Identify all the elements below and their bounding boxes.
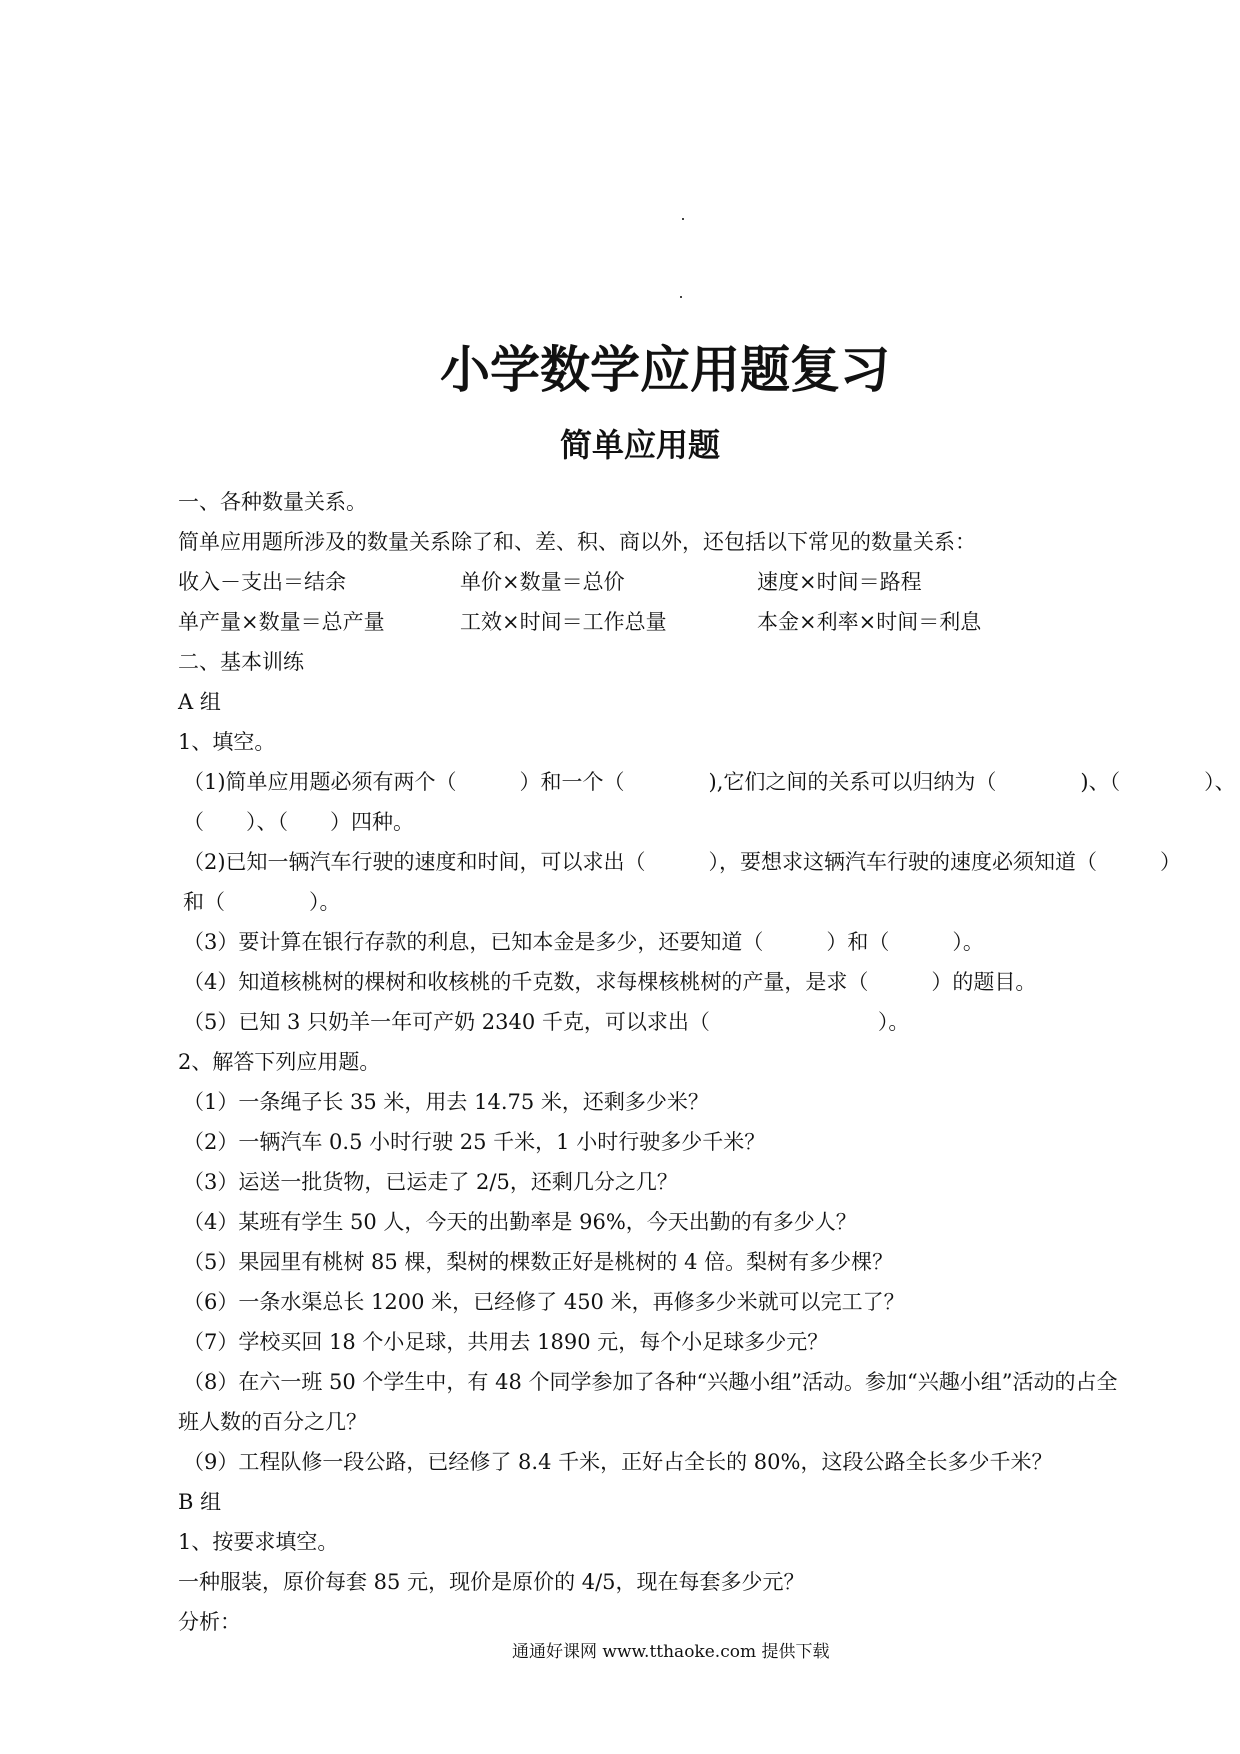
- question-line: 班人数的百分之几？: [178, 1410, 367, 1434]
- footer-credit: 通通好课网 www.tthaoke.com 提供下载: [512, 1642, 830, 1662]
- question-line: （5）果园里有桃树 85 棵，梨树的棵数正好是桃树的 4 倍。梨树有多少棵？: [183, 1250, 894, 1274]
- relation: 收入－支出＝结余: [178, 570, 346, 594]
- question-line: （3）要计算在银行存款的利息，已知本金是多少，还要知道（ ）和（ ）。: [183, 930, 984, 954]
- question-line: （7）学校买回 18 个小足球，共用去 1890 元，每个小足球多少元？: [183, 1330, 829, 1354]
- group-label: A 组: [178, 690, 221, 714]
- relation: 本金×利率×时间＝利息: [757, 610, 982, 634]
- question-line: （5）已知 3 只奶羊一年可产奶 2340 千克，可以求出（ ）。: [183, 1010, 910, 1034]
- problem-text: 一种服装，原价每套 85 元，现价是原价的 4/5，现在每套多少元？: [178, 1570, 805, 1594]
- relation: 单产量×数量＝总产量: [178, 610, 385, 634]
- group-label: B 组: [178, 1490, 222, 1514]
- page-subtitle: 简单应用题: [560, 426, 721, 464]
- scan-dot: [680, 296, 682, 298]
- question-line: （3）运送一批货物，已运走了 2/5，还剩几分之几？: [183, 1170, 678, 1194]
- question-line: （4）知道核桃树的棵树和收核桃的千克数，求每棵核桃树的产量，是求（ ）的题目。: [183, 970, 1037, 994]
- question-heading: 1、按要求填空。: [178, 1530, 339, 1554]
- question-line: 和（ ）。: [183, 890, 341, 914]
- question-line: （2）一辆汽车 0.5 小时行驶 25 千米，1 小时行驶多少千米？: [183, 1130, 766, 1154]
- question-line: （1)简单应用题必须有两个（ ）和一个（ ),它们之间的关系可以归纳为（ )、（ ）、: [183, 770, 1236, 794]
- analysis-label: 分析：: [178, 1610, 241, 1634]
- page-title: 小学数学应用题复习: [440, 341, 890, 399]
- relation: 工效×时间＝工作总量: [460, 610, 667, 634]
- question-line: （4）某班有学生 50 人，今天的出勤率是 96%，今天出勤的有多少人？: [183, 1210, 857, 1234]
- question-line: （1）一条绳子长 35 米，用去 14.75 米，还剩多少米？: [183, 1090, 709, 1114]
- question-line: （6）一条水渠总长 1200 米，已经修了 450 米，再修多少米就可以完工了？: [183, 1290, 905, 1314]
- question-line: （2)已知一辆汽车行驶的速度和时间，可以求出（ ），要想求这辆汽车行驶的速度必须知道（ ）: [183, 850, 1182, 874]
- question-heading: 2、解答下列应用题。: [178, 1050, 381, 1074]
- section-heading: 二、基本训练: [178, 650, 304, 674]
- intro-text: 简单应用题所涉及的数量关系除了和、差、积、商以外，还包括以下常见的数量关系：: [178, 530, 976, 554]
- scan-dot: [682, 218, 684, 220]
- relation: 速度×时间＝路程: [757, 570, 922, 594]
- question-line: （ ）、（ ）四种。: [183, 810, 414, 834]
- section-heading: 一、各种数量关系。: [178, 490, 367, 514]
- question-line: （9）工程队修一段公路，已经修了 8.4 千米，正好占全长的 80%，这段公路全长多少千米？: [183, 1450, 1053, 1474]
- question-heading: 1、填空。: [178, 730, 276, 754]
- relation: 单价×数量＝总价: [460, 570, 625, 594]
- question-line: （8）在六一班 50 个学生中，有 48 个同学参加了各种“兴趣小组”活动。参加“兴趣小组”活动的占全: [183, 1370, 1118, 1394]
